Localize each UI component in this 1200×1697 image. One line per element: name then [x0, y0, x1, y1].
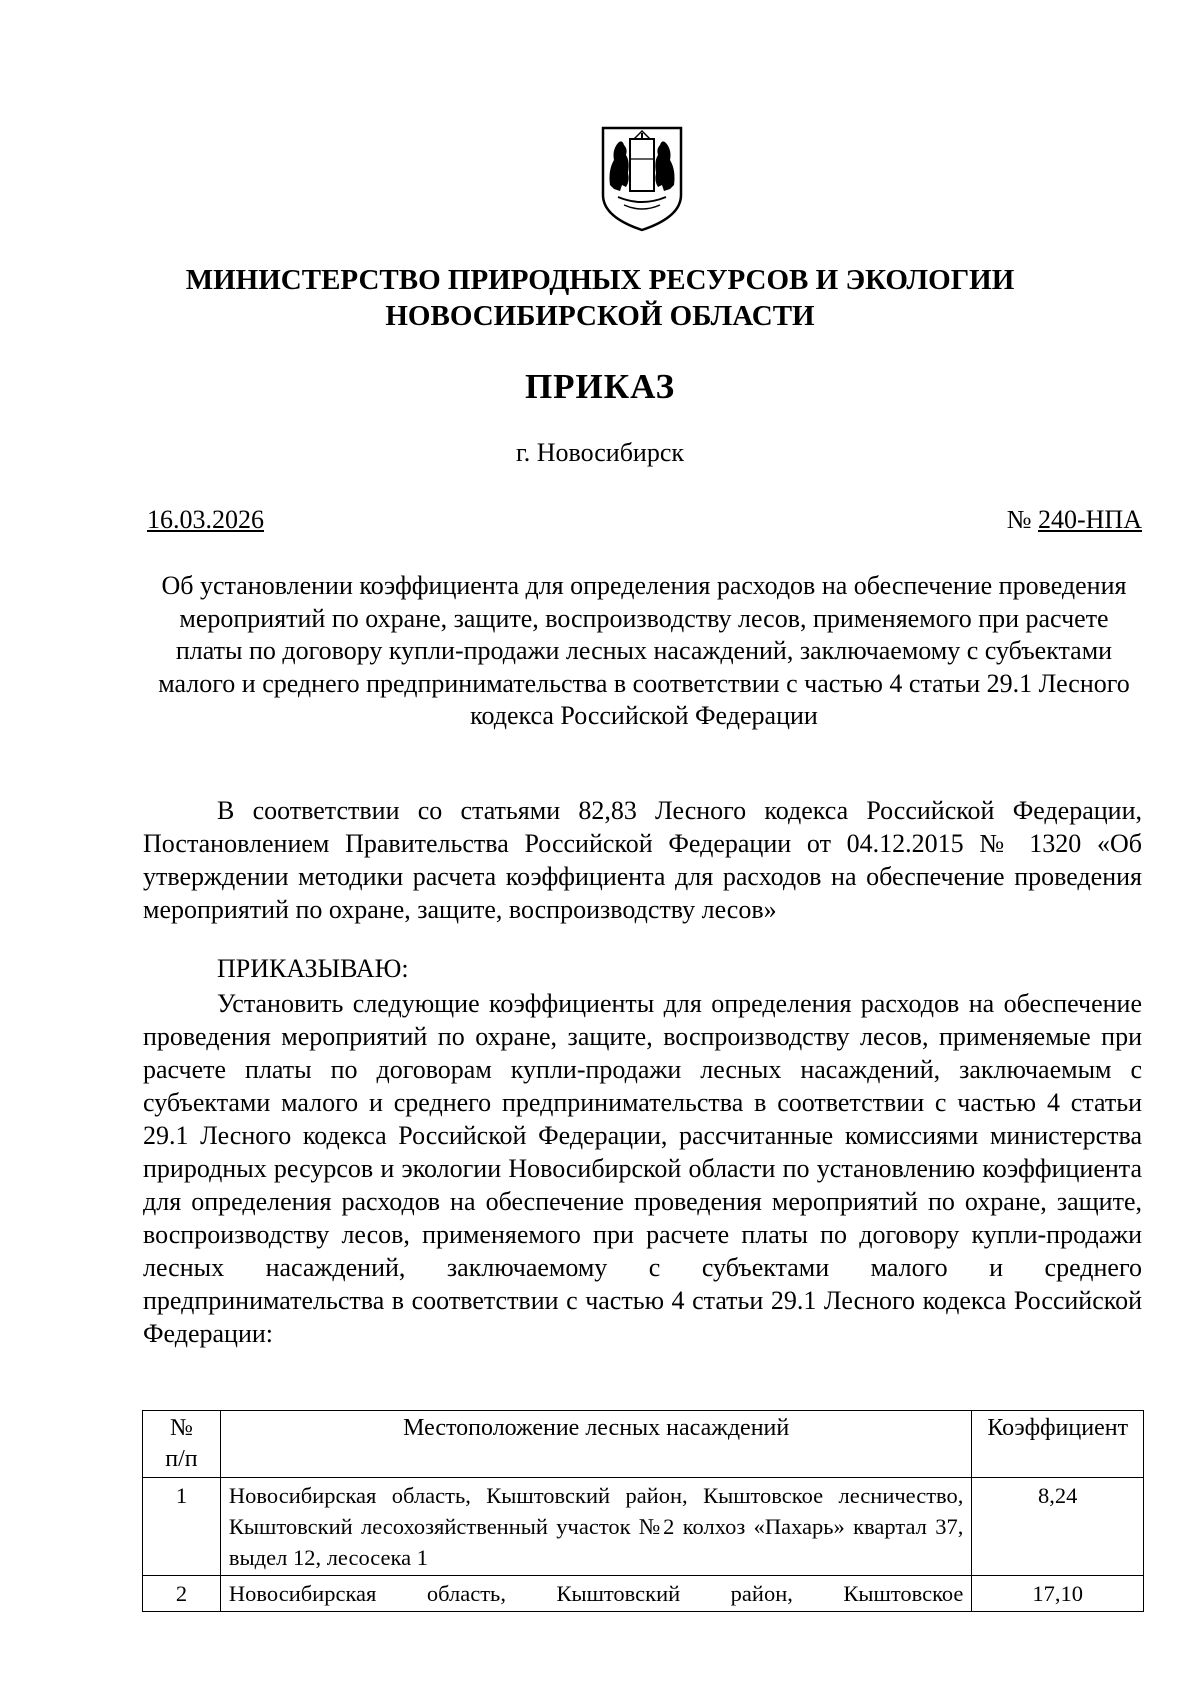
header-number-line-2: п/п	[165, 1446, 198, 1472]
row-location	[220, 1576, 971, 1612]
decree-word: ПРИКАЗЫВАЮ:	[217, 954, 409, 983]
ministry-name	[0, 262, 1200, 334]
header-coefficient: Коэффициент	[972, 1411, 1144, 1478]
document-number-value: 240-НПА	[1038, 505, 1142, 534]
table-row	[143, 1478, 1144, 1576]
header-number	[143, 1411, 221, 1478]
document-date: 16.03.2026	[147, 505, 264, 534]
ministry-line-1: МИНИСТЕРСТВО ПРИРОДНЫХ РЕСУРСОВ И ЭКОЛОГИИ	[185, 264, 1015, 296]
row-coefficient: 8,24	[972, 1478, 1144, 1576]
table-header-row	[143, 1411, 1144, 1478]
coat-of-arms-icon	[600, 125, 684, 233]
row-location-text: Новосибирская область, Кыштовский район, Кыштовское лесничество, Кыштовский лесохозяйственный участок №2 колхоз «Пахарь» квартал 37, выдел 12, лесосека 1	[228, 1483, 964, 1570]
ministry-line-2: НОВОСИБИРСКОЙ ОБЛАСТИ	[385, 300, 815, 332]
row-number: 2	[143, 1576, 221, 1612]
row-location-text: Новосибирская область, Кыштовский район, Кыштовское	[228, 1581, 964, 1606]
row-number: 1	[143, 1478, 221, 1576]
coefficients-table	[142, 1410, 1144, 1612]
row-coefficient: 17,10	[972, 1576, 1144, 1612]
document-number-prefix: №	[1006, 505, 1038, 534]
order-paragraph: Установить следующие коэффициенты для определения расходов на обеспечение проведения мероприятий по охране, защите, воспроизводству лесов, применяемые при расчете платы по договорам купли-продажи лесных насаждений, заключаемым с субъектами малого и среднего предпринимательства в соответствии с частью 4 статьи 29.1 Лесного кодекса Российской Федерации, рассчитанные комиссиями министерства природных ресурсов и экологии Новосибирской области по установлению коэффициента для определения расходов на обеспечение проведения мероприятий по охране, защите, воспроизводству лесов, применяемого при расчете платы по договору купли-продажи лесных насаждений, заключаемому с субъектами малого и среднего предпринимательства в соответствии с частью 4 статьи 29.1 Лесного кодекса Российской Федерации:	[143, 989, 1142, 1348]
header-location: Местоположение лесных насаждений	[220, 1411, 971, 1478]
header-number-line-1: №	[170, 1415, 193, 1441]
preamble-paragraph: В соответствии со статьями 82,83 Лесного кодекса Российской Федерации, Постановлением Правительства Российской Федерации от 04.12.2015 № 1320 «Об утверждении методики расчета коэффициента для расходов на обеспечение проведения мероприятий по охране, защите, воспроизводству лесов»	[143, 796, 1142, 924]
row-location	[220, 1478, 971, 1576]
document-number	[1007, 505, 1142, 535]
document-city: г. Новосибирск	[515, 438, 685, 467]
document-subject: Об установлении коэффициента для определения расходов на обеспечение проведения мероприятий по охране, защите, воспроизводству лесов, применяемого при расчете платы по договору купли-продажи лесных насаждений, заключаемому с субъектами малого и среднего предпринимательства в соответствии с частью 4 статьи 29.1 Лесного кодекса Российской Федерации	[158, 571, 1130, 730]
document-type-title: ПРИКАЗ	[524, 367, 676, 406]
table-row	[143, 1576, 1144, 1612]
